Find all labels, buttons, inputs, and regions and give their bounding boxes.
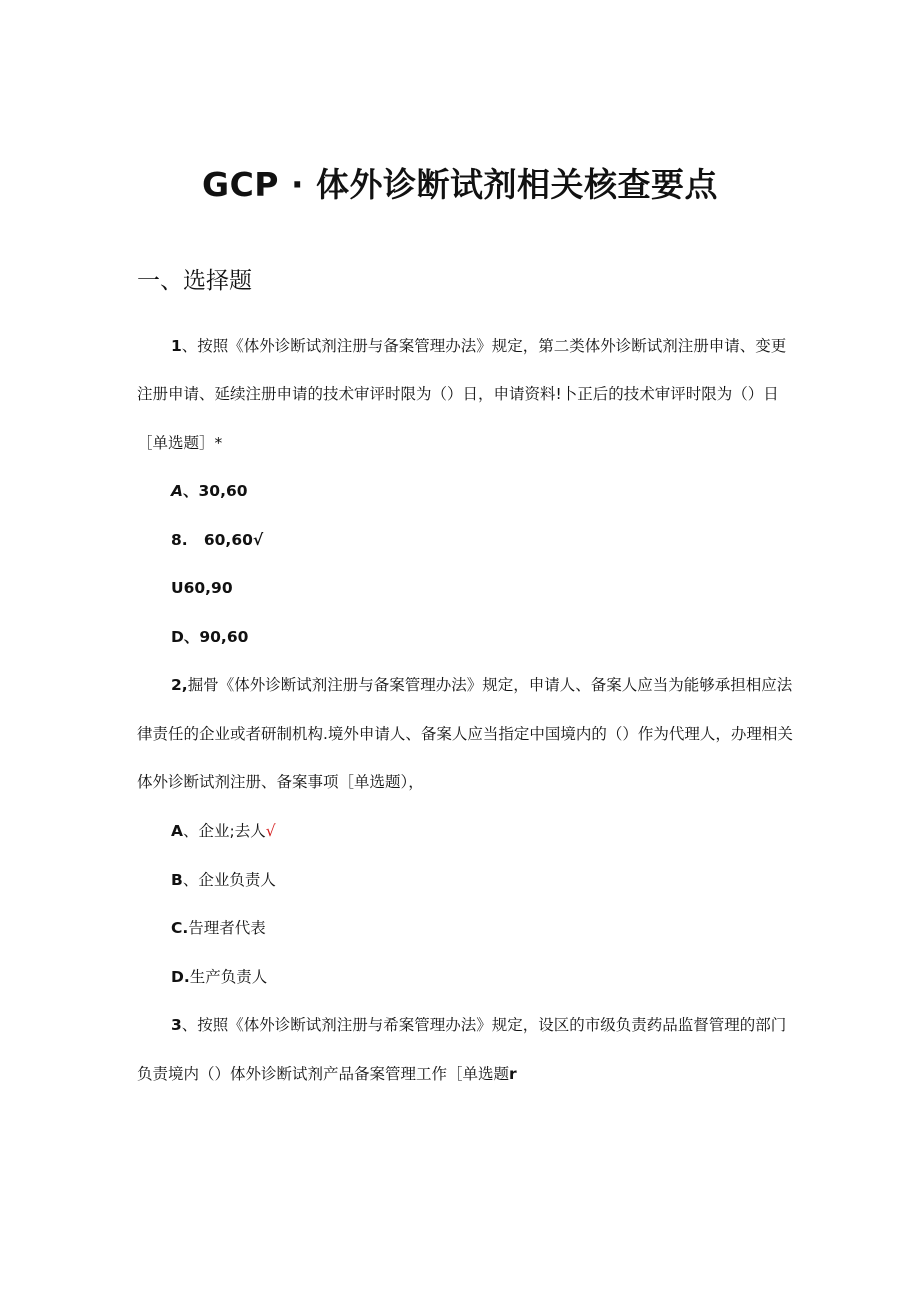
page-title: GCP · 体外诊断试剂相关核查要点 [201,165,718,204]
question-2-option-d-letter: D. [171,968,190,986]
question-1-option-a-letter: A [171,482,183,500]
section-heading: 一、选择题 [137,268,252,294]
question-2-option-c-letter: C. [171,919,189,937]
question-1-option-d: D、90,60 [171,628,249,646]
question-1-line-2: 注册申请、延续注册申请的技术审评时限为（）日，申请资料!卜正后的技术审评时限为（）日 [137,385,779,403]
question-1-option-a [171,480,248,502]
question-2-option-d [171,966,267,988]
question-3-line-2 [137,1063,517,1085]
question-2-option-b-letter: B [171,871,183,889]
question-1-option-a-text: 、30,60 [183,482,248,500]
question-2-line-1 [171,674,792,696]
question-3-line-2-text: 负责境内（）体外诊断试剂产品备案管理工作［单选题 [137,1065,510,1083]
question-1-number: 1 [171,337,182,355]
question-2-option-c [171,917,266,939]
question-3-line-1 [171,1014,786,1036]
question-3-line-2-tail: r [509,1065,517,1083]
question-2-text: 掘骨《体外诊断试剂注册与备案管理办法》规定，申请人、备案人应当为能够承担相应法 [187,676,793,694]
question-2-line-3: 体外诊断试剂注册、备案事项［单选题）， [137,773,424,791]
question-1-line-1 [171,335,786,357]
question-2-option-a-letter: A [171,822,183,840]
question-2-option-d-text: 生产负责人 [189,968,268,986]
question-1-option-c: U60,90 [171,579,233,597]
question-2-option-b [171,869,276,891]
question-2-number: 2, [171,676,188,694]
correct-check-icon: √ [265,822,276,840]
question-2-option-c-text: 告理者代表 [188,919,266,937]
question-1-text: 、按照《体外诊断试剂注册与备案管理办法》规定，第二类体外诊断试剂注册申请、变更 [181,337,787,355]
question-2-option-a-text: 、企业;去人 [183,822,266,840]
question-1-option-b: 8. 60,60√ [171,531,264,549]
question-3-number: 3 [171,1016,182,1034]
question-2-option-a [171,820,276,842]
question-2-line-2: 律责任的企业或者研制机构.境外申请人、备案人应当指定中国境内的（）作为代理人，办理相关 [137,725,793,743]
question-1-type: ［单选题］* [137,434,223,452]
question-3-text: 、按照《体外诊断试剂注册与希案管理办法》规定，设区的市级负责药品监督管理的部门 [181,1016,787,1034]
question-2-option-b-text: 、企业负责人 [182,871,276,889]
